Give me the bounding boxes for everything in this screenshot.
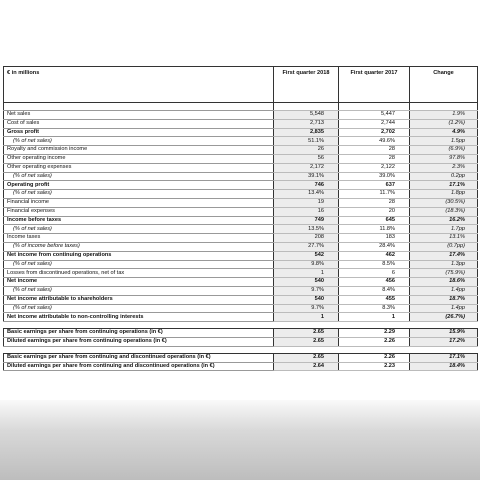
value-2017: 2,702 [339, 128, 410, 137]
value-2018: 2.65 [274, 353, 339, 362]
change-value: (30.5%) [410, 198, 478, 207]
value-2017: 20 [339, 207, 410, 216]
value-2017: 11.8% [339, 225, 410, 234]
table-row [4, 313, 478, 322]
eps-row [4, 362, 478, 371]
change-value: 16.2% [410, 216, 478, 225]
change-value: (6.9%) [410, 146, 478, 155]
row-label: (% of net sales) [4, 304, 274, 313]
value-2018: 9.7% [274, 304, 339, 313]
header-first-quarter-2018: First quarter 2018 [274, 67, 339, 103]
row-label: Basic earnings per share from continuing and discontinued operations (in €) [4, 353, 274, 362]
table-row [4, 111, 478, 120]
row-label: Net income [4, 278, 274, 287]
change-value: (18.3%) [410, 207, 478, 216]
value-2017: 2.26 [339, 337, 410, 346]
value-2018: 19 [274, 198, 339, 207]
value-2018: 2.65 [274, 329, 339, 338]
row-label: Operating profit [4, 181, 274, 190]
value-2018: 540 [274, 278, 339, 287]
eps-row [4, 329, 478, 338]
table-row [4, 295, 478, 304]
change-value: 1.4pp [410, 286, 478, 295]
value-2017: 28 [339, 198, 410, 207]
table-row [4, 304, 478, 313]
header-first-quarter-2017: First quarter 2017 [339, 67, 410, 103]
value-2018: 9.8% [274, 260, 339, 269]
change-value: 1.9% [410, 111, 478, 120]
value-2018: 1 [274, 313, 339, 322]
value-2017: 2.26 [339, 353, 410, 362]
change-value: 13.1% [410, 234, 478, 243]
value-2017: 28 [339, 146, 410, 155]
change-value: 0.2pp [410, 172, 478, 181]
row-label: Financial income [4, 198, 274, 207]
change-value: 17.4% [410, 251, 478, 260]
value-2018: 2,172 [274, 163, 339, 172]
row-label: Gross profit [4, 128, 274, 137]
row-label: (% of net sales) [4, 190, 274, 199]
row-label: Other operating expenses [4, 163, 274, 172]
change-value: 2.3% [410, 163, 478, 172]
row-label: (% of income before taxes) [4, 242, 274, 251]
value-2018: 2.65 [274, 337, 339, 346]
value-2018: 27.7% [274, 242, 339, 251]
header-change: Change [410, 67, 478, 103]
row-label: Royalty and commission income [4, 146, 274, 155]
table-row [4, 234, 478, 243]
row-label: Net income attributable to non-controlling interests [4, 313, 274, 322]
row-label: Net income attributable to shareholders [4, 295, 274, 304]
value-2018: 51.1% [274, 137, 339, 146]
value-2017: 637 [339, 181, 410, 190]
table-row [4, 286, 478, 295]
value-2018: 56 [274, 154, 339, 163]
value-2017: 2,122 [339, 163, 410, 172]
row-label: Diluted earnings per share from continuing and discontinued operations (in €) [4, 362, 274, 371]
value-2017: 49.6% [339, 137, 410, 146]
table-row [4, 242, 478, 251]
change-value: (75.9%) [410, 269, 478, 278]
change-value: 15.9% [410, 329, 478, 338]
value-2018: 749 [274, 216, 339, 225]
table-row [4, 119, 478, 128]
table-row [4, 172, 478, 181]
row-label: (% of net sales) [4, 137, 274, 146]
row-label: Net sales [4, 111, 274, 120]
table-row [4, 278, 478, 287]
value-2018: 26 [274, 146, 339, 155]
earnings-per-share-body [4, 322, 478, 371]
change-value: 1.3pp [410, 260, 478, 269]
spacer-row [4, 103, 478, 111]
table-row [4, 225, 478, 234]
value-2017: 39.0% [339, 172, 410, 181]
value-2017: 2.29 [339, 329, 410, 338]
change-value: 18.4% [410, 362, 478, 371]
value-2018: 9.7% [274, 286, 339, 295]
value-2017: 28.4% [339, 242, 410, 251]
table-row [4, 154, 478, 163]
row-label: Financial expenses [4, 207, 274, 216]
eps-row [4, 353, 478, 362]
value-2018: 2,713 [274, 119, 339, 128]
row-label: Income taxes [4, 234, 274, 243]
value-2017: 455 [339, 295, 410, 304]
row-label: Basic earnings per share from continuing operations (in €) [4, 329, 274, 338]
row-label: Net income from continuing operations [4, 251, 274, 260]
value-2018: 13.5% [274, 225, 339, 234]
change-value: (0.7pp) [410, 242, 478, 251]
change-value: 1.7pp [410, 225, 478, 234]
table-row [4, 163, 478, 172]
value-2017: 462 [339, 251, 410, 260]
row-label: (% of net sales) [4, 286, 274, 295]
eps-row [4, 337, 478, 346]
change-value: 17.2% [410, 337, 478, 346]
change-value: 1.5pp [410, 137, 478, 146]
value-2018: 208 [274, 234, 339, 243]
value-2018: 540 [274, 295, 339, 304]
value-2017: 8.4% [339, 286, 410, 295]
value-2017: 28 [339, 154, 410, 163]
change-value: 4.9% [410, 128, 478, 137]
table-row [4, 128, 478, 137]
change-value: 1.8pp [410, 190, 478, 199]
table-header-row [4, 67, 478, 103]
value-2017: 6 [339, 269, 410, 278]
row-label: Diluted earnings per share from continuing operations (in €) [4, 337, 274, 346]
table-row [4, 260, 478, 269]
change-value: (1.2%) [410, 119, 478, 128]
row-label: Losses from discontinued operations, net of tax [4, 269, 274, 278]
table-row [4, 207, 478, 216]
value-2017: 8.5% [339, 260, 410, 269]
value-2017: 2.23 [339, 362, 410, 371]
separator-row [4, 346, 478, 353]
change-value: 17.1% [410, 181, 478, 190]
row-label: Income before taxes [4, 216, 274, 225]
change-value: 1.4pp [410, 304, 478, 313]
change-value: 18.7% [410, 295, 478, 304]
row-label: Other operating income [4, 154, 274, 163]
table-row [4, 251, 478, 260]
row-label: (% of net sales) [4, 172, 274, 181]
value-2017: 1 [339, 313, 410, 322]
row-label: (% of net sales) [4, 260, 274, 269]
row-label: (% of net sales) [4, 225, 274, 234]
value-2018: 542 [274, 251, 339, 260]
value-2017: 183 [339, 234, 410, 243]
value-2017: 645 [339, 216, 410, 225]
value-2017: 2,744 [339, 119, 410, 128]
value-2018: 5,548 [274, 111, 339, 120]
row-label: Cost of sales [4, 119, 274, 128]
value-2017: 8.3% [339, 304, 410, 313]
value-2017: 456 [339, 278, 410, 287]
financial-table [3, 66, 478, 371]
change-value: 97.8% [410, 154, 478, 163]
value-2018: 16 [274, 207, 339, 216]
value-2017: 11.7% [339, 190, 410, 199]
table-row [4, 181, 478, 190]
income-statement-body [4, 103, 478, 322]
header-currency-label: € in millions [4, 67, 274, 103]
value-2018: 2,835 [274, 128, 339, 137]
table-row [4, 216, 478, 225]
table-row [4, 269, 478, 278]
separator-row [4, 322, 478, 329]
value-2018: 746 [274, 181, 339, 190]
change-value: (26.7%) [410, 313, 478, 322]
table-row [4, 137, 478, 146]
table-row [4, 146, 478, 155]
table-row [4, 190, 478, 199]
value-2018: 2.64 [274, 362, 339, 371]
change-value: 17.1% [410, 353, 478, 362]
value-2018: 13.4% [274, 190, 339, 199]
change-value: 18.6% [410, 278, 478, 287]
value-2017: 5,447 [339, 111, 410, 120]
table-row [4, 198, 478, 207]
value-2018: 1 [274, 269, 339, 278]
value-2018: 39.1% [274, 172, 339, 181]
